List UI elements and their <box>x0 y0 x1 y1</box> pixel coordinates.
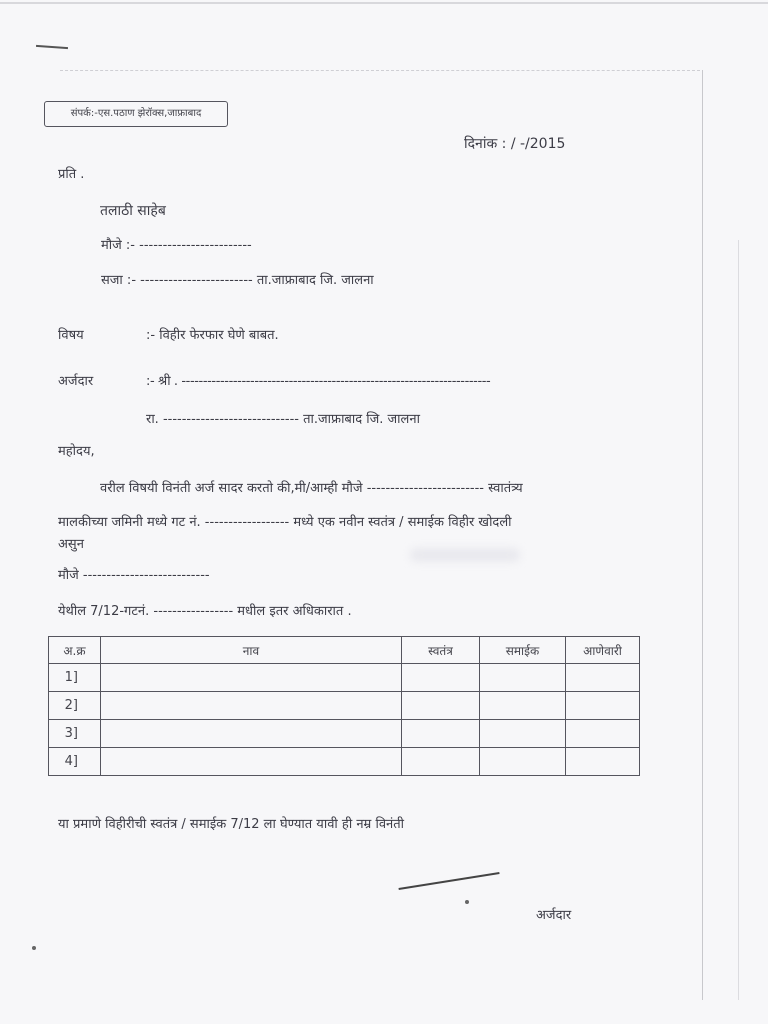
table-row <box>49 720 640 748</box>
mauje-line-2: मौजे --------------------------- <box>58 568 210 583</box>
cell-independent <box>402 720 480 748</box>
shop-stamp: संपर्क:-एस.पठाण झेरॉक्स,जाफ्राबाद <box>44 101 228 127</box>
table-header-row <box>49 637 640 664</box>
cell-share <box>566 748 640 776</box>
cell-name <box>101 664 402 692</box>
cell-name <box>101 748 402 776</box>
table-row <box>49 692 640 720</box>
cell-joint <box>480 692 566 720</box>
mauje-line: मौजे :- ------------------------ <box>101 238 252 253</box>
arjdar-line: :- श्री . ------------------------------------------------------------------------ <box>146 374 491 389</box>
owners-table <box>48 636 640 776</box>
signature-label: अर्जदार <box>536 908 572 923</box>
row-number: 4] <box>49 748 101 776</box>
cell-independent <box>402 664 480 692</box>
scan-edge-right <box>702 70 703 1000</box>
closing-request: या प्रमाणे विहीरीची स्वतंत्र / समाईक 7/12 ला घेण्यात यावी ही नम्र विनंती <box>58 817 405 832</box>
row-number: 3] <box>49 720 101 748</box>
para-line-1: वरील विषयी विनंती अर्ज सादर करतो की,मी/आम्ही मौजे ------------------------- स्वातंत्र्य <box>100 481 523 496</box>
scan-smudge <box>410 548 520 562</box>
top-dashed-rule <box>60 70 700 71</box>
yethil-line: येथील 7/12-गटनं. ----------------- मधील इतर अधिकारात . <box>58 604 352 619</box>
arjdar-label: अर्जदार <box>58 374 94 389</box>
table-row <box>49 664 640 692</box>
table-row <box>49 748 640 776</box>
cell-joint <box>480 748 566 776</box>
cell-name <box>101 720 402 748</box>
addressee: तलाठी साहेब <box>100 203 166 219</box>
col-header-serial: अ.क्र <box>49 637 101 664</box>
salutation: महोदय, <box>58 444 95 459</box>
para-line-3: असुन <box>58 537 84 552</box>
saja-line: सजा :- ------------------------ ता.जाफ्राबाद जि. जालना <box>101 273 374 288</box>
cell-independent <box>402 748 480 776</box>
col-header-share: आणेवारी <box>566 637 640 664</box>
col-header-joint: समाईक <box>480 637 566 664</box>
cell-share <box>566 692 640 720</box>
vishay-text: :- विहीर फेरफार घेणे बाबत. <box>146 328 279 343</box>
cell-independent <box>402 692 480 720</box>
scan-edge-right-outer <box>738 240 739 1000</box>
prati-label: प्रति . <box>58 167 85 182</box>
cell-share <box>566 720 640 748</box>
cell-joint <box>480 664 566 692</box>
signature-stroke <box>399 872 500 889</box>
pen-mark <box>36 45 68 49</box>
date-line: दिनांक : / -/2015 <box>464 136 566 152</box>
cell-share <box>566 664 640 692</box>
ra-line: रा. ----------------------------- ता.जाफ्राबाद जि. जालना <box>146 412 420 427</box>
col-header-name: नाव <box>101 637 402 664</box>
col-header-independent: स्वतंत्र <box>402 637 480 664</box>
ink-dot <box>465 900 469 904</box>
ink-dot <box>32 946 36 950</box>
cell-joint <box>480 720 566 748</box>
scan-edge-top <box>0 2 768 4</box>
vishay-label: विषय <box>58 328 84 343</box>
cell-name <box>101 692 402 720</box>
row-number: 2] <box>49 692 101 720</box>
row-number: 1] <box>49 664 101 692</box>
para-line-2: मालकीच्या जमिनी मध्ये गट नं. ------------------ मध्ये एक नवीन स्वतंत्र / समाईक विहीर खोदली <box>58 515 512 530</box>
